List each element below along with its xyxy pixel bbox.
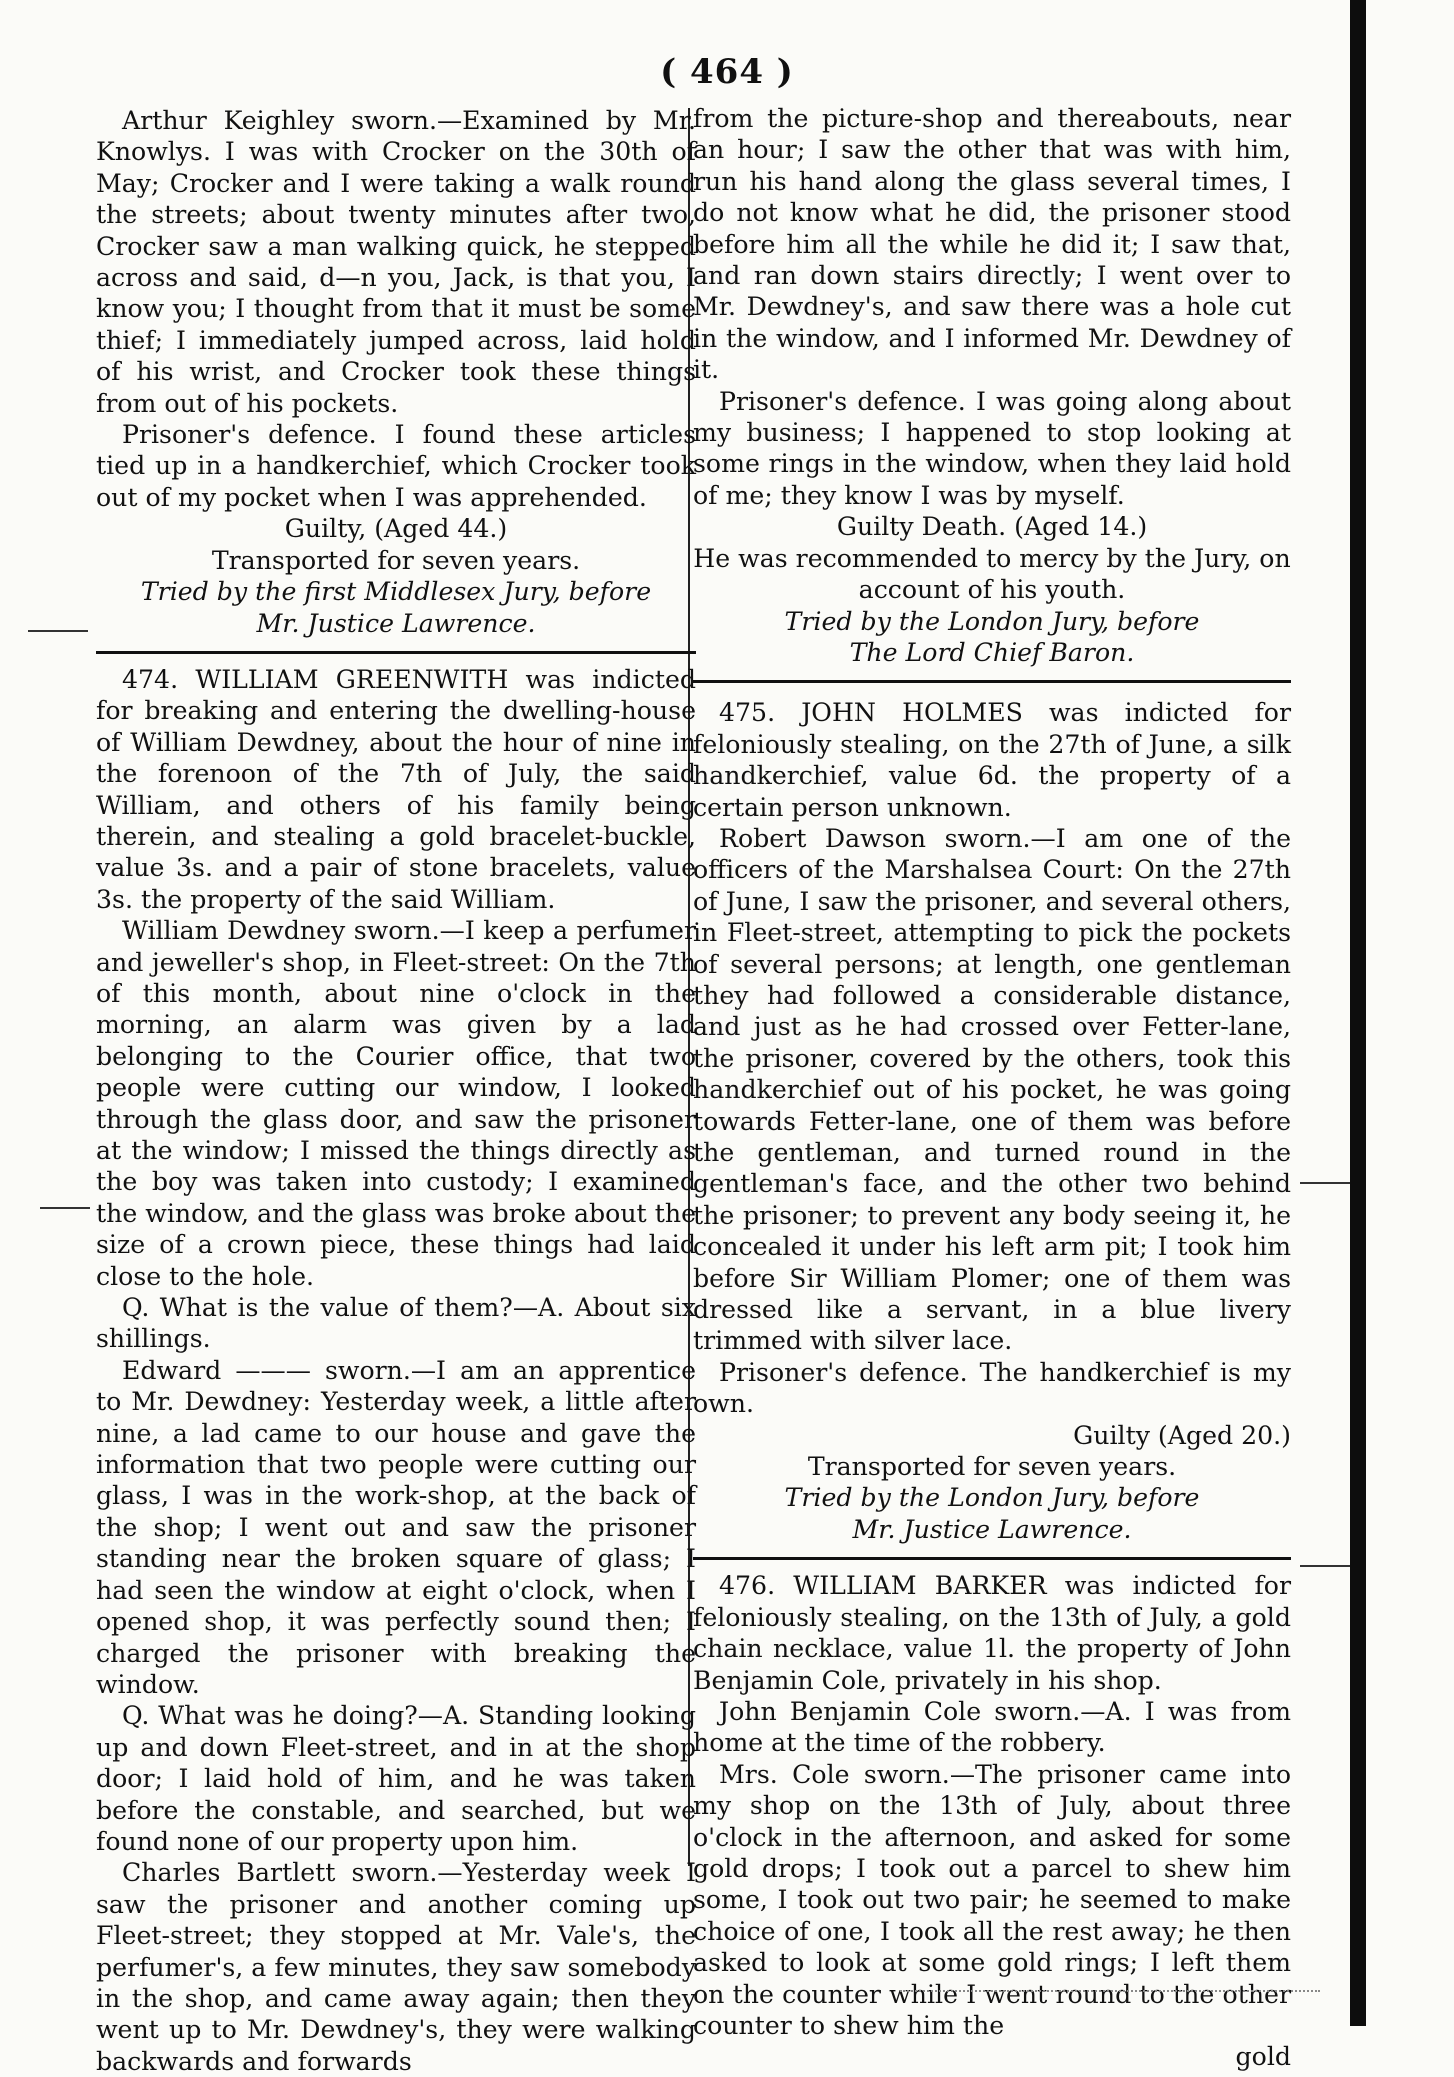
sentence: Transported for seven years. [211,545,581,575]
stray-mark [40,1207,90,1209]
tried-by: Tried by the London Jury, before [784,606,1200,636]
dewdney-testimony: William Dewdney sworn.—I keep a perfumer and jeweller's shop, in Fleet-street: On the 7th of this month, about nine o'clock in the morning, an alarm was given by a lad belonging to the Courier office, that two people were cutting our window, I looked through the glass door, and saw the prisoner at the window; I missed the things directly as the boy was taken into custody; I examined the window, and the glass was broke about the size of a crown piece, these things had laid close to the hole. [96,916,696,1291]
case-476-indictment: 476. WILLIAM BARKER was indicted for feloniously stealing, on the 13th of July, a gold chain necklace, value 1l. the property of John Benjamin Cole, privately in his shop. [693,1571,1291,1695]
tried-by: Tried by the first Middlesex Jury, before [140,577,652,607]
verdict: Guilty, (Aged 44.) [284,514,508,544]
question-value: Q. What is the value of them?—A. About six shillings. [96,1293,696,1354]
judge: The Lord Chief Baron. [849,637,1135,667]
right-column [693,103,1291,2073]
judge-2: Mr. Justice Lawrence. [852,1514,1132,1544]
prisoner-defence: Prisoner's defence. I was going along about my business; I happened to stop looking at some rings in the window, when they laid hold of me; they know I was by myself. [693,386,1291,510]
dawson-testimony: Robert Dawson sworn.—I am one of the officers of the Marshalsea Court: On the 27th of June, I saw the prisoner, and several others, in Fleet-street, attempting to pick the pockets of several persons; at length, one gentleman they had followed a considerable distance, and just as he had crossed over Fetter-lane, the prisoner, covered by the others, took this handkerchief out of his pocket, he was going towards Fetter-lane, one of them was before the gentleman, and turned round in the gentleman's face, and the other two behind the prisoner; to prevent any body seeing it, he concealed it under his left arm pit; I took him before Sir William Plomer; one of them was dressed like a servant, in a blue livery trimmed with silver lace. [693,823,1291,1356]
left-column [96,105,696,2077]
sentence-2: Transported for seven years. [807,1452,1177,1482]
judge: Mr. Justice Lawrence. [256,608,536,638]
case-475-indictment: 475. JOHN HOLMES was indicted for feloniously stealing, on the 27th of June, a silk handkerchief, value 6d. the property of a certain person unknown. [693,698,1291,822]
case-474-indictment: 474. WILLIAM GREENWITH was indicted for breaking and entering the dwelling-house of William Dewdney, about the hour of nine in the forenoon of the 7th of July, the said William, and others of his family being therein, and stealing a gold bracelet-buckle, value 3s. and a pair of stone bracelets, value 3s. the property of the said William. [96,664,696,914]
scan-edge-bar [1350,0,1366,2026]
stray-mark [28,630,88,632]
catchword: gold [1235,2042,1291,2072]
stray-mark [1300,1565,1350,1567]
section-rule-2 [693,1557,1291,1560]
bartlett-continued: from the picture-shop and thereabouts, near an hour; I saw the other that was with him, run his hand along the glass several times, I do not know what he did, the prisoner stood before him all the while he did it; I saw that, and ran down stairs directly; I went over to Mr. Dewdney's, and saw there was a hole cut in the window, and I informed Mr. Dewdney of it. [693,104,1291,385]
section-rule [693,680,1291,683]
question-doing: Q. What was he doing?—A. Standing looking up and down Fleet-street, and in at the shop door; I laid hold of him, and he was taken before the constable, and searched, but we found none of our property upon him. [96,1701,696,1856]
verdict-2: Guilty (Aged 20.) [1073,1420,1291,1450]
stray-mark [1300,1182,1350,1184]
prisoner-defence-2: Prisoner's defence. The handkerchief is my own. [693,1357,1291,1419]
mrs-cole-testimony: Mrs. Cole sworn.—The prisoner came into my shop on the 13th of July, about three o'clock in the afternoon, and asked for some gold drops; I took out a parcel to shew him some, I took out two pair; he seemed to make choice of one, I took all the rest away; he then asked to look at some gold rings; I left them on the counter while I went round to the other counter to shew him the [693,1759,1291,2040]
cole-testimony: John Benjamin Cole sworn.—A. I was from home at the time of the robbery. [693,1696,1291,1758]
bartlett-testimony: Charles Bartlett sworn.—Yesterday week I saw the prisoner and another coming up Fleet-street; they stopped at Mr. Vale's, the perfumer's, a few minutes, they saw somebody in the shop, and came away again; then they went up to Mr. Dewdney's, they were walking backwards and forwards [96,1858,696,2076]
verdict: Guilty Death. (Aged 14.) [836,512,1148,542]
edward-testimony: Edward ——— sworn.—I am an apprentice to Mr. Dewdney: Yesterday week, a little after nine, a lad came to our house and gave the information that two people were cutting our glass, I was in the work-shop, at the back of the shop; I went out and saw the prisoner standing near the broken square of glass; I had seen the window at eight o'clock, when I opened shop, it was perfectly sound then; I charged the prisoner with breaking the window. [96,1355,696,1699]
section-rule [96,651,696,654]
keighley-testimony: Arthur Keighley sworn.—Examined by Mr. Knowlys. I was with Crocker on the 30th of May; Crocker and I were taking a walk round the streets; about twenty minutes after two, Crocker saw a man walking quick, he stepped across and said, d—n you, Jack, is that you, I know you; I thought from that it must be some thief; I immediately jumped across, laid hold of his wrist, and Crocker took these things from out of his pockets. [96,106,696,418]
scan-bottom-marks [900,1990,1320,1994]
tried-by-2: Tried by the London Jury, before [784,1483,1200,1513]
page-number: ( 464 ) [660,52,794,92]
prisoner-defence: Prisoner's defence. I found these articles tied up in a handkerchief, which Crocker took out of my pocket when I was apprehended. [96,420,696,512]
recommendation: He was recommended to mercy by the Jury, on account of his youth. [693,543,1291,605]
